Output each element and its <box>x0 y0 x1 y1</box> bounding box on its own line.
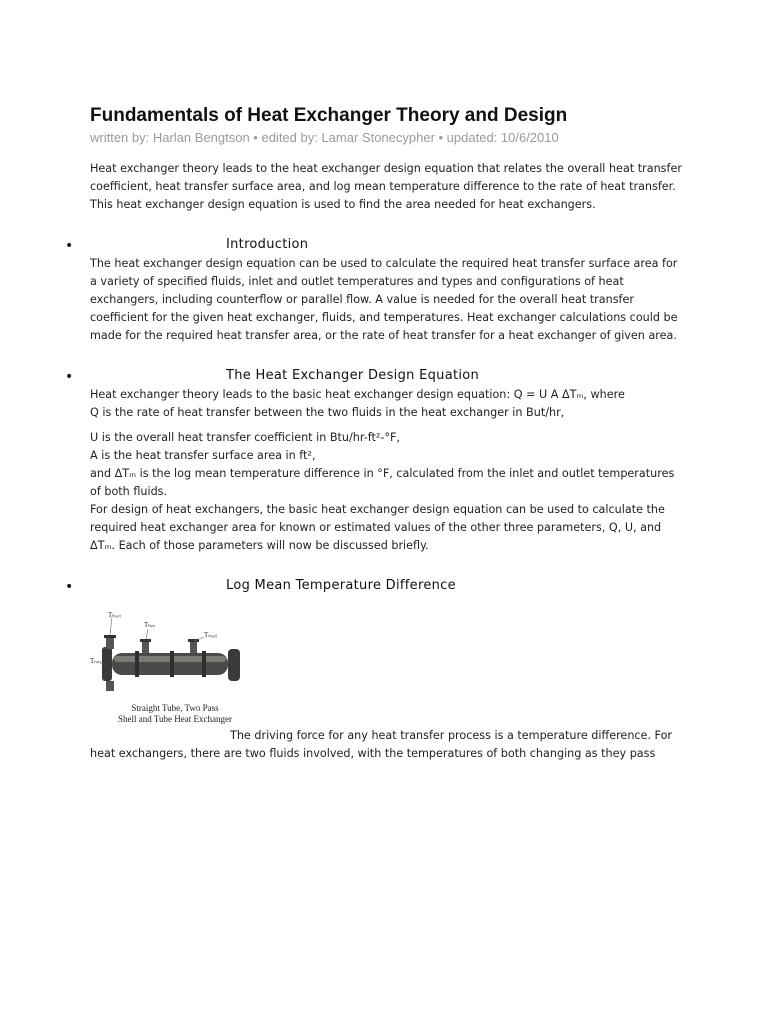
equation-line: A is the heat transfer surface area in ft², <box>90 449 316 462</box>
heat-exchanger-figure <box>90 607 250 727</box>
equation-line: and ΔTₘ is the log mean temperature difference in °F, calculated from the inlet and outlet temperatures of both fluids. <box>90 467 675 498</box>
equation-line: Heat exchanger theory leads to the basic heat exchanger design equation: Q = U A ΔTₘ, where <box>90 388 625 401</box>
figure-label: Tₕₒᵤₜ <box>108 611 122 619</box>
page-title: Fundamentals of Heat Exchanger Theory and Design <box>90 105 568 126</box>
figure-label: Tₙₒᵤₜ <box>204 631 218 639</box>
heat-exchanger-illustration <box>90 607 250 703</box>
equation-line: For design of heat exchangers, the basic heat exchanger design equation can be used to calculate the required heat exchanger area for known or estimated values of the other three parameters, Q, U, and ΔTₘ. Each of those parameters will now be discussed briefly. <box>90 503 665 552</box>
equation-line: Q is the rate of heat transfer between the two fluids in the heat exchanger in But/hr, <box>90 406 565 419</box>
figure-caption: Straight Tube, Two Pass <box>131 703 219 713</box>
section-paragraph: The driving force for any heat transfer process is a temperature difference. For heat exchangers, there are two fluids involved, with the temperatures of both changing as they pass <box>90 729 673 760</box>
bullet-icon: • <box>65 369 74 385</box>
bullet-icon: • <box>65 579 74 595</box>
section-lmtd <box>65 577 682 763</box>
figure-caption: Shell and Tube Heat Exchanger <box>118 714 232 724</box>
intro-paragraph: Heat exchanger theory leads to the heat exchanger design equation that relates the overall heat transfer coefficient, heat transfer surface area, and log mean temperature difference to the rate of heat transfer. This heat exchanger design equation is used to find the area needed for heat exchangers. <box>90 162 682 211</box>
section-heading: The Heat Exchanger Design Equation <box>226 368 480 383</box>
byline: written by: Harlan Bengtson • edited by: Lamar Stonecypher • updated: 10/6/2010 <box>90 130 559 145</box>
figure-label: Tₕᵢₙ <box>144 621 156 629</box>
bullet-icon: • <box>65 238 74 254</box>
equation-line: U is the overall heat transfer coefficient in Btu/hr-ft²-°F, <box>90 431 401 444</box>
section-design-equation <box>65 367 682 555</box>
section-paragraph: The heat exchanger design equation can be used to calculate the required heat transfer surface area for a variety of specified fluids, inlet and outlet temperatures and types and configurations of heat exchangers, including counterflow or parallel flow. A value is needed for the overall heat transfer coefficient for the given heat exchanger, fluids, and temperatures. Heat exchanger calculations could be made for the required heat transfer area, or the rate of heat transfer for a heat exchanger of given area. <box>90 257 678 342</box>
section-heading: Introduction <box>226 237 309 252</box>
article <box>65 104 682 763</box>
figure-label: Tₙᵢₙ <box>90 657 101 665</box>
section-introduction <box>65 236 682 345</box>
section-heading: Log Mean Temperature Difference <box>226 578 456 593</box>
